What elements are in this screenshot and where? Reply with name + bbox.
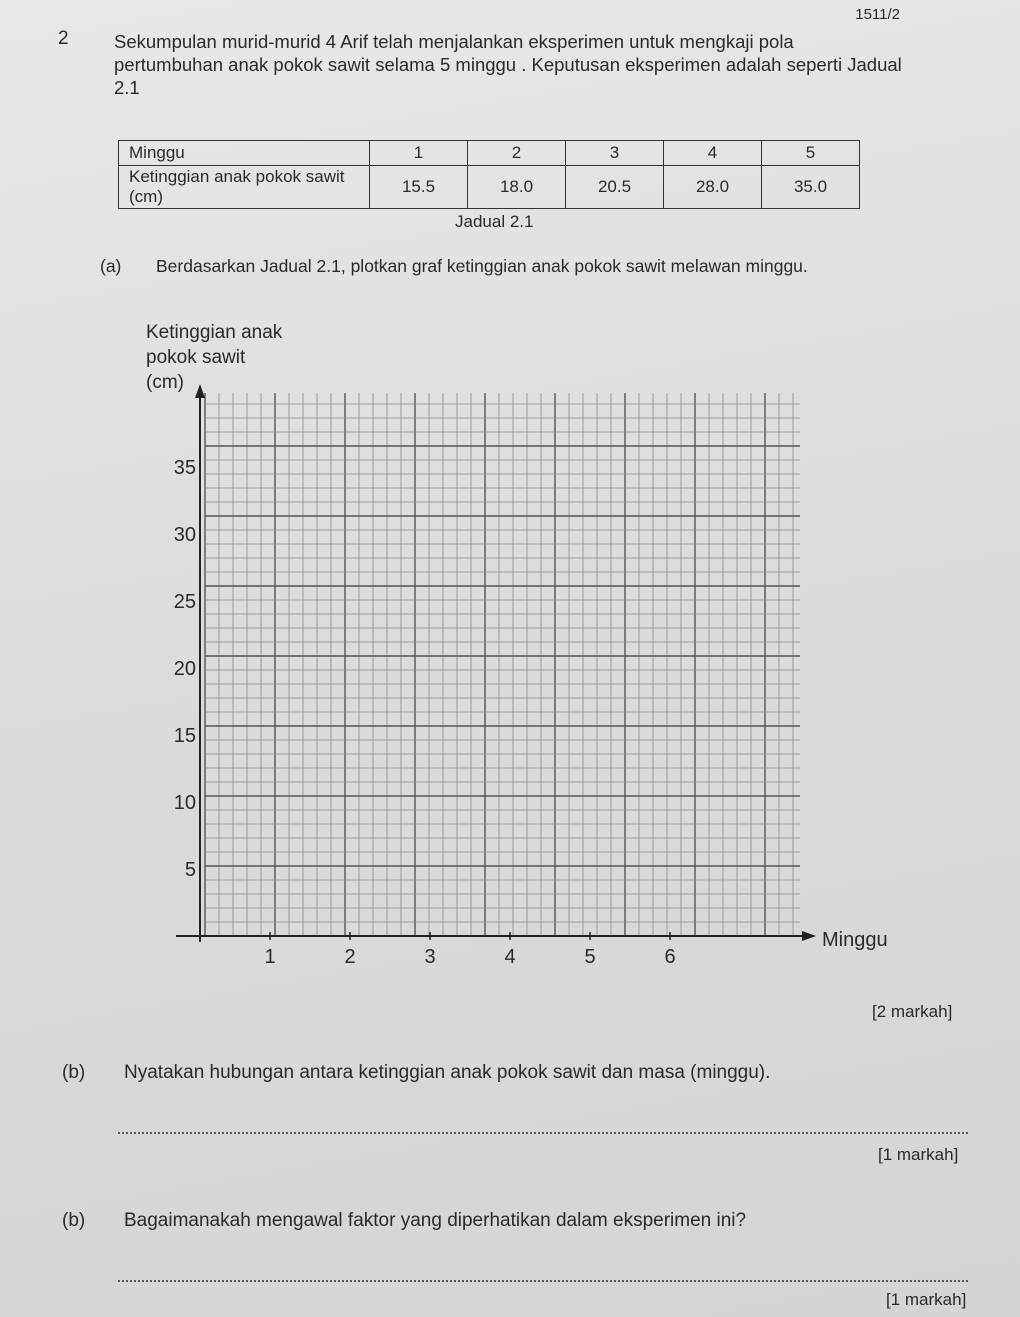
x-axis-label: Minggu (822, 929, 888, 951)
height-cell: 35.0 (762, 166, 860, 209)
y-tick-label: 35 (173, 457, 196, 479)
question-number: 2 (58, 28, 69, 49)
answer-line-b[interactable] (118, 1132, 968, 1134)
part-a-marks: [2 markah] (872, 1002, 953, 1021)
part-a-text: Berdasarkan Jadual 2.1, plotkan graf ketinggian anak pokok sawit melawan minggu. (156, 256, 808, 276)
x-tick-label: 6 (664, 946, 676, 968)
x-tick-label: 1 (264, 946, 276, 968)
table-caption: Jadual 2.1 (455, 212, 534, 231)
x-tick-label: 4 (504, 946, 516, 968)
part-b-text: Nyatakan hubungan antara ketinggian anak pokok sawit dan masa (minggu). (124, 1062, 771, 1083)
y-tick-label: 30 (173, 524, 196, 546)
part-b-tag: (b) (62, 1062, 86, 1083)
y-axis-label: Ketinggian anak pokok sawit (cm) (146, 322, 283, 393)
table-header-label: Minggu (119, 141, 370, 166)
table-row-label: Ketinggian anak pokok sawit (cm) (119, 166, 370, 209)
paper-code: 1511/2 (855, 6, 900, 23)
part-c-tag: (b) (62, 1210, 86, 1231)
height-cell: 15.5 (370, 166, 468, 209)
y-tick-label: 20 (173, 658, 196, 680)
part-c-marks: [1 markah] (886, 1290, 967, 1309)
x-tick-label: 5 (584, 946, 596, 968)
y-tick-label: 5 (184, 859, 196, 881)
week-cell: 5 (762, 141, 860, 166)
height-cell: 28.0 (664, 166, 762, 209)
x-tick-label: 2 (344, 946, 356, 968)
height-cell: 18.0 (468, 166, 566, 209)
week-cell: 2 (468, 141, 566, 166)
y-axis-arrow-icon (195, 384, 205, 398)
graph-tick-labels (174, 457, 888, 968)
week-cell: 4 (664, 141, 762, 166)
y-tick-label: 10 (173, 792, 196, 814)
x-axis-arrow-icon (802, 931, 816, 941)
x-tick-label: 3 (424, 946, 436, 968)
graph-axes (173, 384, 816, 942)
part-a-tag: (a) (100, 256, 122, 276)
part-b-marks: [1 markah] (878, 1145, 959, 1164)
part-c-question (62, 1210, 746, 1232)
week-cell: 1 (370, 141, 468, 166)
answer-line-c[interactable] (118, 1280, 968, 1282)
y-tick-label: 25 (173, 591, 196, 613)
height-cell: 20.5 (566, 166, 664, 209)
graph-grid (205, 393, 800, 936)
part-b-question (62, 1062, 770, 1084)
week-cell: 3 (566, 141, 664, 166)
y-tick-label: 15 (173, 725, 196, 747)
part-c-text: Bagaimanakah mengawal faktor yang diperhatikan dalam eksperimen ini? (124, 1210, 747, 1231)
question-intro: Sekumpulan murid-murid 4 Arif telah menjalankan eksperimen untuk mengkaji pola pertumbuhan anak pokok sawit selama 5 minggu . Keputusan eksperimen adalah seperti Jadual 2.1 (114, 31, 902, 98)
